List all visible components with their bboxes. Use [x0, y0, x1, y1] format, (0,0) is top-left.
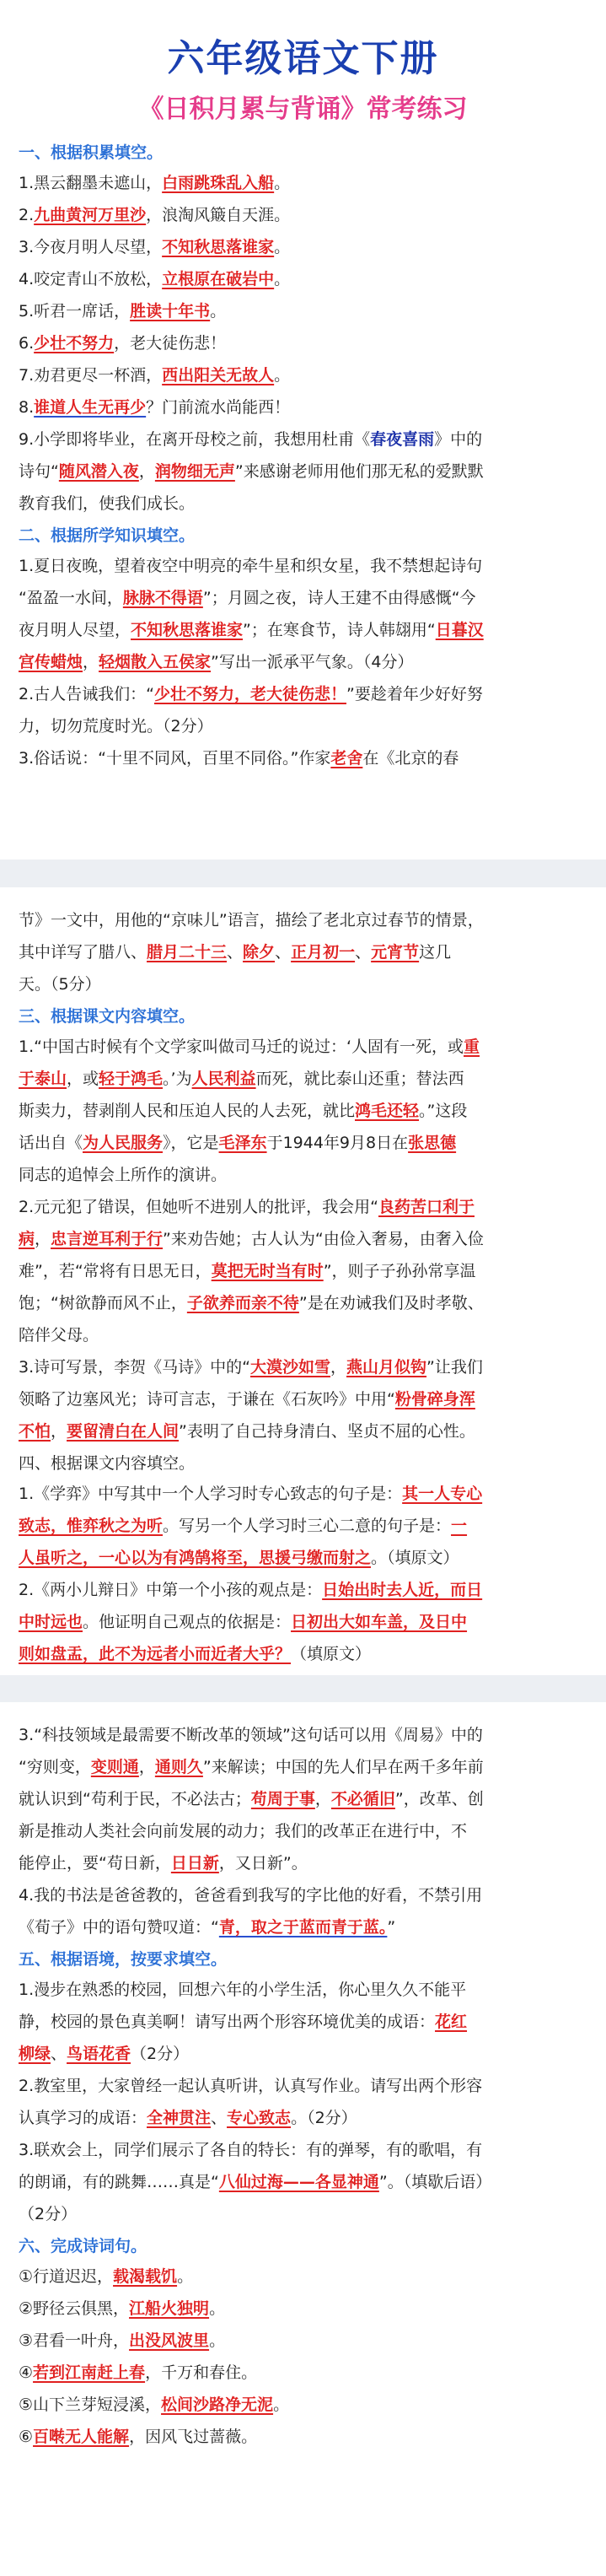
- section-heading-5: 五、根据语境，按要求填空。: [19, 1950, 228, 1969]
- question-1-5: 5.听君一席话，胜读十年书。: [19, 302, 227, 321]
- answer: 出没风波里: [129, 2331, 210, 2350]
- question-4-2: 2.《两小儿辩日》中第一个小孩的观点是：日始出时去人近，而日 中时远也。他证明自己观点的依据是：日初出大如车盖，及日中 则如盘盂，此不为远者小而近者大乎？（填原文）: [19, 1581, 483, 1663]
- answer: 八仙过海——各显神通: [218, 2173, 379, 2191]
- answer: 白雨跳珠乱入船: [162, 174, 275, 192]
- question-1-8: 8.谁道人生无再少？门前流水尚能西！: [19, 398, 291, 417]
- answer: 致志，惟弈秋之为听: [19, 1517, 164, 1535]
- answer: 花红: [435, 2013, 468, 2031]
- answer: 松间沙路净无泥: [161, 2395, 274, 2414]
- answer: 为人民服务: [83, 1134, 164, 1152]
- answer: 于泰山: [19, 1070, 67, 1088]
- answer: 轻于鸿毛: [99, 1070, 164, 1088]
- answer: 少壮不努力: [34, 334, 115, 353]
- answer: 鸟语花香: [67, 2045, 131, 2063]
- answer: 其一人专心: [402, 1485, 483, 1503]
- question-1-1: 1.黑云翻墨未遮山，白雨跳珠乱入船。: [19, 174, 291, 192]
- answer: 忠言逆耳利于行: [51, 1230, 164, 1248]
- question-5-3: 3.联欢会上，同学们展示了各自的特长：有的弹琴，有的歌唱，有 的朗诵，有的跳舞……真是“八仙过海——各显神通”。（填歇后语） （2分）: [19, 2141, 492, 2223]
- answer: 不怕: [19, 1422, 51, 1441]
- answer: 日暮汉: [435, 621, 484, 639]
- answer: 柳绿: [19, 2045, 51, 2063]
- answer: 载渴载饥: [113, 2267, 178, 2286]
- question-1-3: 3.今夜月明人尽望，不知秋思落谁家。: [19, 238, 291, 256]
- question-5-2: 2.教室里，大家曾经一起认真听讲，认真写作业。请写出两个形容 认真学习的成语：全神贯注、专心致志。（2分）: [19, 2077, 483, 2127]
- answer: 病: [19, 1230, 35, 1248]
- question-6-2: ②野径云俱黑，江船火独明。: [19, 2299, 226, 2318]
- question-4-4: 4.我的书法是爸爸教的，爸爸看到我写的字比他的好看，不禁引用 《荀子》中的语句赞叹道：“青，取之于蓝而青于蓝。”: [19, 1886, 483, 1937]
- question-5-1: 1.漫步在熟悉的校园，回想六年的小学生活，你心里久久不能平 静，校园的景色真美啊！请写出两个形容环境优美的成语：花红 柳绿、鸟语花香（2分）: [19, 1981, 468, 2063]
- answer: 变则通: [90, 1758, 139, 1776]
- answer: 元宵节: [371, 943, 420, 962]
- answer: 子欲养而亲不待: [186, 1294, 299, 1312]
- answer: 不必循旧: [330, 1790, 395, 1808]
- answer: 脉脉不得语: [122, 589, 203, 607]
- question-4-1: 1.《学弈》中写其中一个人学习时专心致志的句子是：其一人专心 致志，惟弈秋之为听。写另一个人学习时三心二意的句子是：一 人虽听之，一心以为有鸿鹄将至，思援弓缴而射之。（填原文）: [19, 1485, 483, 1567]
- answer: 日初出大如车盖，及日中: [291, 1613, 468, 1631]
- section-heading-4: 四、根据课文内容填空。: [19, 1454, 196, 1473]
- answer: 人虽听之，一心以为有鸿鹄将至，思援弓缴而射之: [19, 1549, 372, 1567]
- question-1-2: 2.九曲黄河万里沙，浪淘风簸自天涯。: [19, 206, 291, 224]
- answer: 张思德: [408, 1134, 457, 1152]
- answer: 江船火独明: [129, 2299, 210, 2318]
- answer: 要留清白在人间: [67, 1422, 180, 1441]
- answer: 润物细无声: [154, 462, 235, 481]
- question-3-3: 3.诗可写景，李贺《马诗》中的“大漠沙如雪，燕山月似钩”让我们 领略了边塞风光；诗可言志，于谦在《石灰吟》中用“粉骨碎身浑 不怕，要留清白在人间”表明了自己持身清白、坚贞不屈的心性。: [19, 1358, 483, 1441]
- answer: 谁道人生无再少: [34, 398, 147, 417]
- answer: 少壮不努力，老大徒伤悲！: [153, 685, 346, 703]
- question-1-7: 7.劝君更尽一杯酒，西出阳关无故人。: [19, 366, 291, 385]
- worksheet-page-1: [0, 0, 606, 860]
- question-6-3: ③君看一叶舟，出没风波里。: [19, 2331, 226, 2350]
- answer: 莫把无时当有时: [211, 1262, 324, 1280]
- question-6-6: ⑥百啭无人能解，因风飞过蔷薇。: [19, 2428, 258, 2446]
- question-2-3: 3.俗话说：“十里不同风，百里不同俗。”作家老舍在《北京的春: [19, 749, 459, 768]
- question-1-4: 4.咬定青山不放松，立根原在破岩中。: [19, 270, 291, 288]
- answer: 青，取之于蓝而青于蓝。: [218, 1918, 388, 1937]
- answer: 不知秋思落谁家: [162, 238, 275, 256]
- answer: 通则久: [154, 1758, 203, 1776]
- answer: 一: [451, 1517, 468, 1535]
- answer: 粉骨碎身浑: [394, 1390, 475, 1409]
- worksheet-page-3: [0, 1702, 606, 2576]
- answer: 专心致志: [227, 2109, 292, 2127]
- answer: 中时远也: [19, 1613, 83, 1631]
- question-6-4: ④若到江南赶上春，千万和春住。: [19, 2363, 258, 2382]
- answer: 老舍: [330, 749, 363, 768]
- answer: 日始出时去人近，而日: [322, 1581, 483, 1599]
- answer: 日日新: [170, 1854, 219, 1873]
- answer: 立根原在破岩中: [162, 270, 275, 288]
- answer: 除夕: [243, 943, 276, 962]
- answer: 九曲黄河万里沙: [34, 206, 147, 224]
- question-2-1: 1.夏日夜晚，望着夜空中明亮的牵牛星和织女星，我不禁想起诗句 “盈盈一水间，脉脉不得语”；月圆之夜，诗人王建不由得感慨“今 夜月明人尽望，不知秋思落谁家”；在寒食节，诗人韩翃用“日暮汉 宫传蜡烛，轻烟散入五侯家”写出一派承平气象。（4分）: [19, 557, 484, 671]
- answer: 则如盘盂，此不为远者小而近者大乎？: [19, 1645, 292, 1663]
- answer: 百啭无人能解: [33, 2428, 130, 2446]
- answer: 人民利益: [191, 1070, 256, 1088]
- section-heading-6: 六、完成诗词句。: [19, 2237, 147, 2255]
- answer: 鸿毛还轻: [355, 1102, 420, 1120]
- answer: 随风潜入夜: [58, 462, 139, 481]
- answer: 不知秋思落谁家: [131, 621, 244, 639]
- page-title: 六年级语文下册: [167, 37, 439, 80]
- answer: 胜读十年书: [130, 302, 211, 321]
- answer: 宫传蜡烛: [19, 653, 83, 671]
- answer: 西出阳关无故人: [162, 366, 275, 385]
- answer: 腊月二十三: [147, 943, 228, 962]
- question-6-1: ①行道迟迟，载渴载饥。: [19, 2267, 194, 2286]
- answer: 正月初一: [291, 943, 356, 962]
- question-2-2: 2.古人告诫我们：“少壮不努力，老大徒伤悲！”要趁着年少好好努 力，切勿荒度时光。（2分）: [19, 685, 483, 736]
- section-heading-2: 二、根据所学知识填空。: [19, 526, 196, 545]
- answer: 重: [464, 1037, 480, 1056]
- question-2-3-continued: 节》一文中，用他的“京味儿”语言，描绘了老北京过春节的情景， 其中详写了腊八、腊月二十三、除夕、正月初一、元宵节这几 天。（5分）: [19, 911, 484, 994]
- answer: 良药苦口利于: [378, 1198, 475, 1216]
- question-1-9: 9.小学即将毕业，在离开母校之前，我想用杜甫《春夜喜雨》中的 诗句“随风潜入夜，润物细无声”来感谢老师用他们那无私的爱默默 教育我们，使我们成长。: [19, 430, 484, 513]
- question-3-1: 1.“中国古时候有个文学家叫做司马迁的说过：‘人固有一死，或重 于泰山，或轻于鸿毛。’为人民利益而死，就比泰山还重；替法西 斯卖力，替剥削人民和压迫人民的人去死，就比鸿毛还轻。”这段 话出自《为人民服务》，它是毛泽东于1944年9月8日在张思德 同志的追悼会上所作的演讲。: [19, 1037, 480, 1184]
- question-6-5: ⑤山下兰芽短浸溪，松间沙路净无泥。: [19, 2395, 290, 2414]
- worksheet-page-2: [0, 887, 606, 1675]
- question-4-3: 3.“科技领域是最需要不断改革的领域”这句话可以用《周易》中的 “穷则变，变则通，通则久”来解读；中国的先人们早在两千多年前 就认识到“苟利于民，不必法古；苟周于事，不必循旧”，改革、创 新是推动人类社会向前发展的动力；我们的改革正在进行中，不 能停止，要“苟日新，日日新，又日新”。: [19, 1726, 484, 1873]
- section-heading-3: 三、根据课文内容填空。: [19, 1007, 196, 1026]
- answer: 轻烟散入五侯家: [99, 653, 212, 671]
- question-1-6: 6.少壮不努力，老大徒伤悲！: [19, 334, 227, 353]
- question-3-2: 2.元元犯了错误，但她听不进别人的批评，我会用“良药苦口利于 病，忠言逆耳利于行”来劝告她；古人认为“由俭入奢易，由奢入俭 难”，若“常将有日思无日，莫把无时当有时”，则子子孙孙常享温 饱；“树欲静而风不止，子欲养而亲不待”是在劝诫我们及时孝敬、 陪伴父母。: [19, 1198, 484, 1345]
- answer: 苟周于事: [250, 1790, 315, 1808]
- section-heading-1: 一、根据积累填空。: [19, 143, 164, 162]
- answer: 若到江南赶上春: [33, 2363, 146, 2382]
- answer: 大漠沙如雪: [249, 1358, 330, 1377]
- answer: 燕山月似钩: [346, 1358, 427, 1377]
- answer: 毛泽东: [218, 1134, 267, 1152]
- answer: 全神贯注: [147, 2109, 212, 2127]
- page-subtitle: 《日积月累与背诵》常考练习: [138, 94, 468, 124]
